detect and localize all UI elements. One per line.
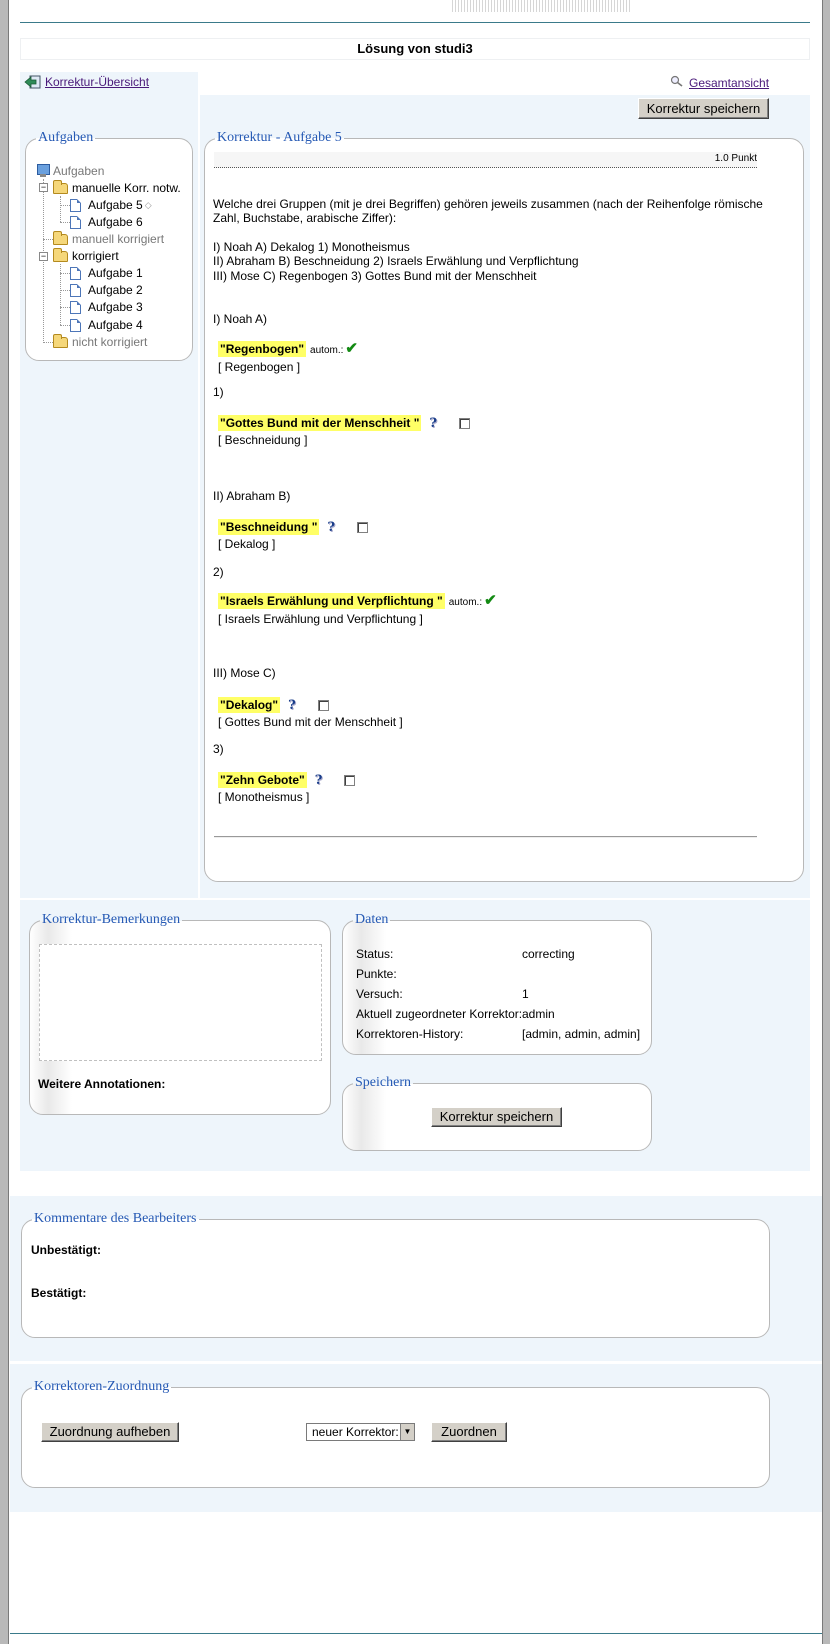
corrector-select[interactable] bbox=[306, 1423, 415, 1441]
full-view-link[interactable]: Gesamtansicht bbox=[689, 75, 770, 90]
correct-checkbox[interactable] bbox=[357, 522, 368, 533]
tree-line bbox=[60, 273, 70, 274]
overview-link[interactable]: Korrektur-Übersicht bbox=[45, 75, 150, 89]
answer-block bbox=[218, 773, 355, 804]
question-mark-icon: ? bbox=[327, 520, 336, 535]
attempt-value: 1 bbox=[522, 987, 529, 1001]
overview-nav[interactable] bbox=[24, 75, 149, 89]
tree-folder-label: nicht korrigiert bbox=[72, 335, 148, 349]
tree-line bbox=[60, 307, 70, 308]
correct-checkbox[interactable] bbox=[344, 775, 355, 786]
remarks-legend: Korrektur-Bemerkungen bbox=[42, 912, 181, 927]
solution-text: [ Dekalog ] bbox=[218, 536, 276, 551]
tree-folder-not-corrected[interactable] bbox=[53, 333, 147, 351]
checkmark-icon: ✔ bbox=[484, 592, 497, 609]
gap-label: 2) bbox=[213, 565, 224, 579]
unconfirmed-label: Unbestätigt: bbox=[31, 1243, 101, 1257]
tree-item-aufgabe-3[interactable] bbox=[70, 298, 143, 316]
status-label: Status: bbox=[356, 947, 394, 961]
computer-icon bbox=[37, 164, 49, 178]
comments-panel bbox=[21, 1211, 770, 1338]
document-icon bbox=[70, 301, 81, 314]
gap-label: I) Noah A) bbox=[213, 312, 268, 326]
attempt-label: Versuch: bbox=[356, 987, 403, 1001]
solution-text: [ Beschneidung ] bbox=[218, 432, 308, 447]
dropdown-arrow-icon[interactable]: ▼ bbox=[400, 1424, 414, 1440]
page-title: Lösung von studi3 bbox=[20, 38, 810, 60]
current-marker-icon: ◇ bbox=[144, 199, 152, 210]
tree-item-aufgabe-5[interactable] bbox=[70, 196, 152, 214]
assigned-corrector-value: admin bbox=[522, 1007, 555, 1021]
tree-line bbox=[60, 205, 70, 206]
tree-item-label: Aufgabe 3 bbox=[88, 300, 143, 314]
folder-open-icon bbox=[53, 183, 68, 194]
corrector-history-label: Korrektoren-History: bbox=[356, 1027, 464, 1041]
tree-item-label: Aufgabe 5 bbox=[88, 198, 143, 212]
daten-legend: Daten bbox=[355, 912, 389, 927]
tree-folder-corrected[interactable] bbox=[53, 247, 119, 265]
collapse-toggle-icon[interactable]: − bbox=[40, 182, 47, 192]
gap-label: III) Mose C) bbox=[213, 666, 276, 680]
solution-text: [ Regenbogen ] bbox=[218, 359, 301, 374]
tree-item-aufgabe-4[interactable] bbox=[70, 316, 143, 334]
points-label: 1.0 Punkt bbox=[714, 153, 757, 164]
save-correction-button[interactable]: Korrektur speichern bbox=[431, 1107, 562, 1127]
header-stripe-decoration bbox=[452, 0, 630, 12]
question-option-2: II) Abraham B) Beschneidung 2) Israels Erwählung und Verpflichtung bbox=[213, 254, 579, 268]
tree-folder-label: manuelle Korr. notw. bbox=[72, 181, 181, 195]
gap-label: 3) bbox=[213, 742, 224, 756]
student-answer: "Beschneidung " bbox=[220, 520, 318, 534]
tree-item-aufgabe-2[interactable] bbox=[70, 281, 143, 299]
tree-line bbox=[60, 196, 61, 222]
tree-line bbox=[60, 325, 70, 326]
assigned-corrector-label: Aktuell zugeordneter Korrektor: bbox=[356, 1007, 523, 1021]
document-icon bbox=[70, 267, 81, 280]
student-answer: "Regenbogen" bbox=[220, 342, 305, 356]
tree-item-label: Aufgabe 6 bbox=[88, 215, 143, 229]
points-bar bbox=[214, 152, 757, 168]
question-mark-icon: ? bbox=[314, 773, 323, 788]
header-divider bbox=[20, 22, 810, 23]
points-field-label: Punkte: bbox=[356, 967, 397, 981]
question-option-3: III) Mose C) Regenbogen 3) Gottes Bund mit der Menschheit bbox=[213, 269, 537, 283]
pane-divider bbox=[198, 72, 200, 898]
remarks-textarea[interactable] bbox=[39, 944, 322, 1061]
answer-block bbox=[218, 698, 403, 729]
status-value: correcting bbox=[522, 947, 575, 961]
document-icon bbox=[70, 199, 81, 212]
tree-line bbox=[60, 290, 70, 291]
assign-button[interactable]: Zuordnen bbox=[431, 1422, 507, 1442]
document-icon bbox=[70, 216, 81, 229]
tree-item-aufgabe-6[interactable] bbox=[70, 213, 143, 231]
answer-block bbox=[218, 416, 470, 447]
question-line-2: Zahl, Buchstabe, arabische Ziffer): bbox=[213, 211, 397, 225]
auto-label: autom.: bbox=[310, 345, 344, 356]
tree-folder-label: korrigiert bbox=[72, 249, 119, 263]
question-mark-icon: ? bbox=[429, 416, 438, 431]
answer-block bbox=[218, 342, 358, 374]
gap-label: 1) bbox=[213, 385, 224, 399]
correct-checkbox[interactable] bbox=[318, 700, 329, 711]
correct-checkbox[interactable] bbox=[459, 418, 470, 429]
student-answer: "Gottes Bund mit der Menschheit " bbox=[220, 416, 420, 430]
tree-root[interactable] bbox=[37, 162, 104, 180]
folder-icon bbox=[53, 337, 68, 348]
tree-item-label: Aufgabe 1 bbox=[88, 266, 143, 280]
remove-assignment-button[interactable]: Zuordnung aufheben bbox=[41, 1422, 179, 1442]
comments-legend: Kommentare des Bearbeiters bbox=[34, 1211, 197, 1226]
window-frame-left bbox=[0, 0, 9, 1644]
tree-line bbox=[60, 222, 70, 223]
tree-folder-manual-needed[interactable] bbox=[53, 179, 181, 197]
window-frame-right bbox=[822, 0, 830, 1644]
collapse-toggle-icon[interactable]: − bbox=[40, 251, 47, 261]
correction-legend: Korrektur - Aufgabe 5 bbox=[217, 130, 342, 145]
answer-block bbox=[218, 594, 497, 626]
tree-item-aufgabe-1[interactable] bbox=[70, 264, 143, 282]
full-view-nav[interactable] bbox=[670, 75, 769, 90]
solution-text: [ Israels Erwählung und Verpflichtung ] bbox=[218, 611, 423, 626]
gap-label: II) Abraham B) bbox=[213, 489, 291, 503]
confirmed-label: Bestätigt: bbox=[31, 1286, 87, 1300]
student-answer: "Zehn Gebote" bbox=[220, 773, 305, 787]
tree-item-label: Aufgabe 2 bbox=[88, 283, 143, 297]
correction-divider bbox=[214, 836, 757, 838]
save-correction-button-top[interactable]: Korrektur speichern bbox=[638, 98, 769, 119]
answer-block bbox=[218, 520, 368, 551]
corrector-history-value: [admin, admin, admin] bbox=[522, 1027, 641, 1041]
footer-divider bbox=[10, 1633, 822, 1634]
tree-line bbox=[43, 342, 53, 343]
solution-text: [ Monotheismus ] bbox=[218, 789, 310, 804]
tree-line bbox=[43, 239, 53, 240]
document-icon bbox=[70, 284, 81, 297]
magnifier-icon bbox=[670, 75, 683, 90]
folder-open-icon bbox=[53, 251, 68, 262]
assignment-legend: Korrektoren-Zuordnung bbox=[34, 1379, 170, 1394]
question-mark-icon: ? bbox=[288, 698, 296, 713]
checkmark-icon: ✔ bbox=[345, 340, 358, 357]
question-option-1: I) Noah A) Dekalog 1) Monotheismus bbox=[213, 240, 410, 254]
annotations-label: Weitere Annotationen: bbox=[38, 1077, 166, 1091]
tree-folder-manual-done[interactable] bbox=[53, 230, 164, 248]
corrector-select-value: neuer Korrektor: bbox=[312, 1425, 399, 1439]
back-arrow-icon bbox=[24, 75, 42, 89]
save-legend: Speichern bbox=[355, 1075, 411, 1090]
solution-text: [ Gottes Bund mit der Menschheit ] bbox=[218, 714, 403, 729]
question-line-1: Welche drei Gruppen (mit je drei Begriffen) gehören jeweils zusammen (nach der Reihenfolge römische bbox=[213, 197, 763, 211]
student-answer: "Israels Erwählung und Verpflichtung " bbox=[220, 594, 443, 608]
folder-icon bbox=[53, 234, 68, 245]
student-answer: "Dekalog" bbox=[220, 698, 279, 712]
document-icon bbox=[70, 319, 81, 332]
tree-folder-label: manuell korrigiert bbox=[72, 232, 165, 246]
tasks-legend: Aufgaben bbox=[38, 130, 94, 145]
tree-root-label: Aufgaben bbox=[53, 164, 105, 178]
auto-label: autom.: bbox=[448, 597, 483, 608]
tree-item-label: Aufgabe 4 bbox=[88, 318, 143, 332]
